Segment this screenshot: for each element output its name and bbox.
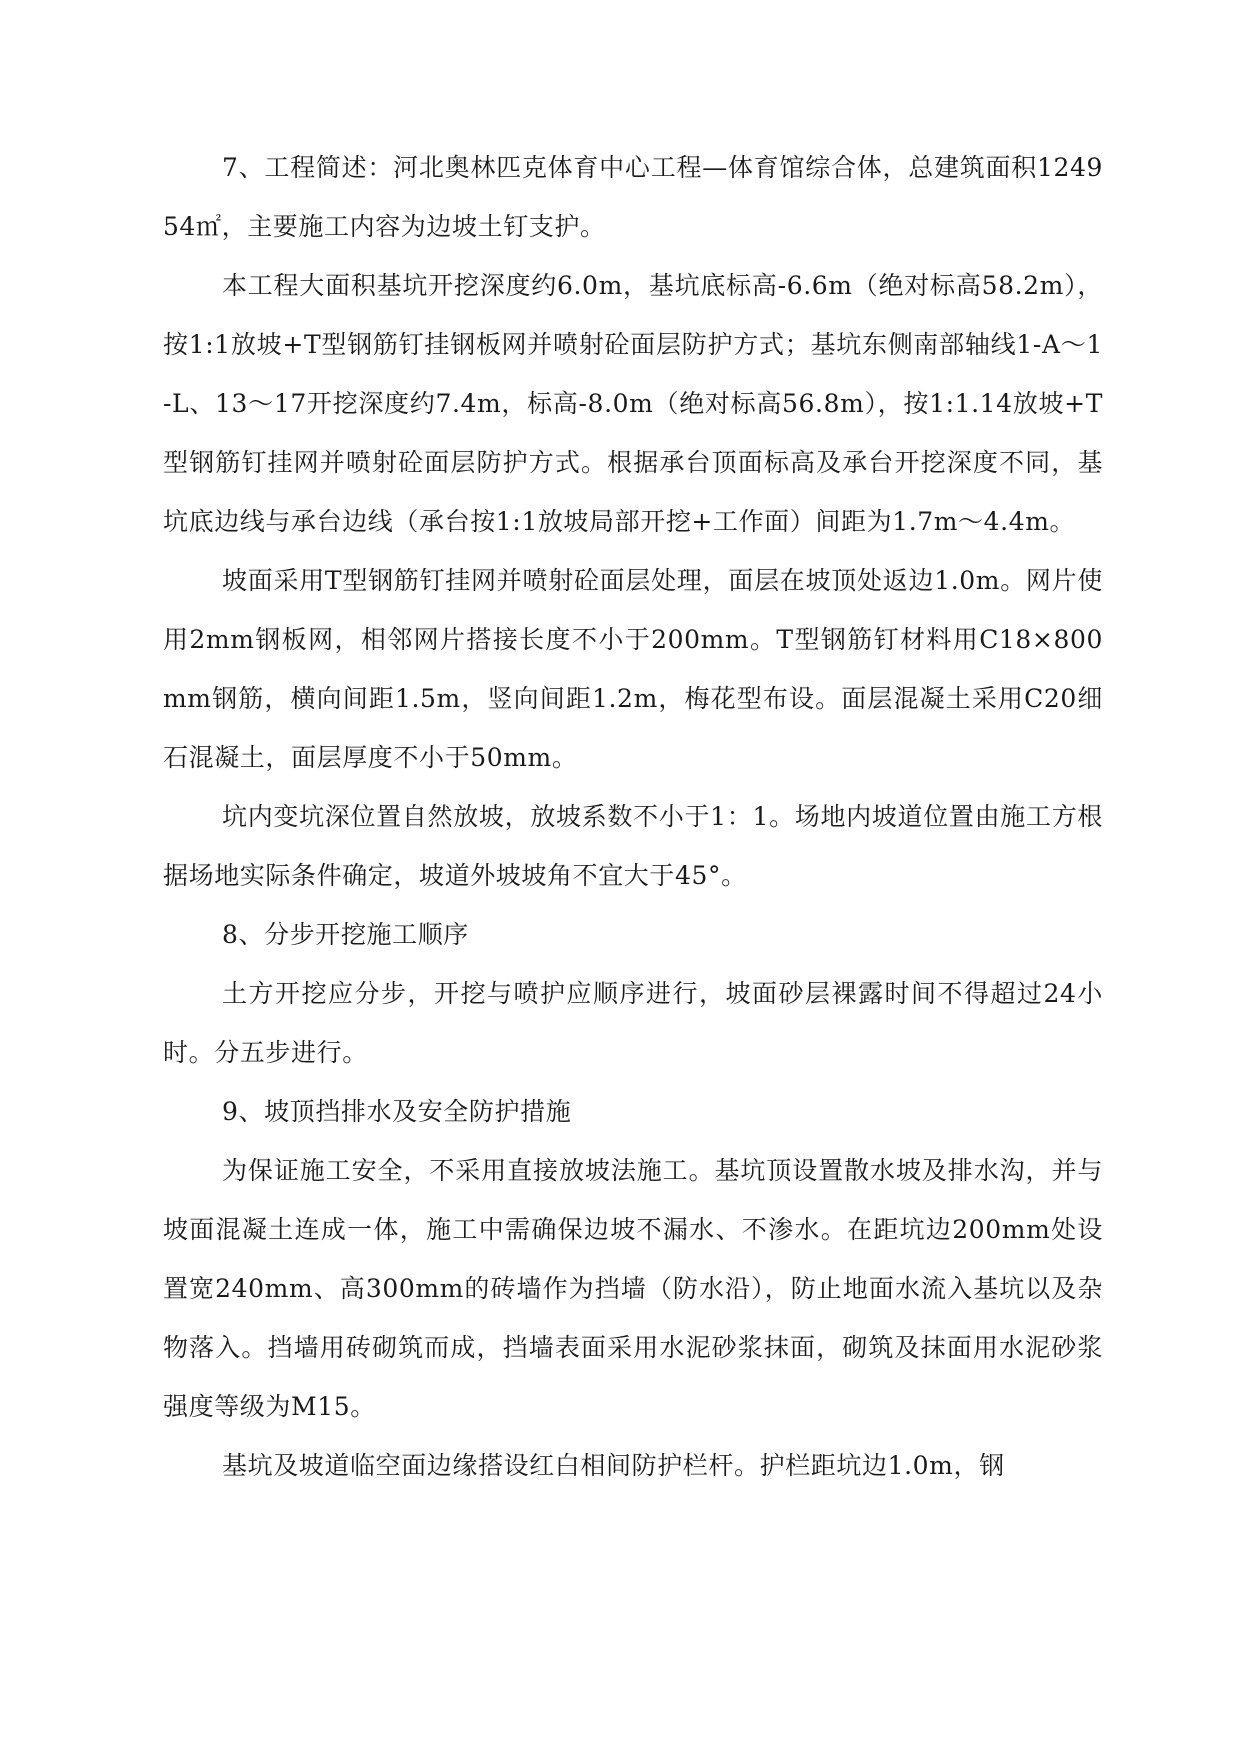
paragraph-natural-slope: 坑内变坑深位置自然放坡，放坡系数不小于1：1。场地内坡道位置由施工方根据场地实际条件确定，坡道外坡坡角不宜大于45°。 [163,802,1103,890]
heading-drainage-safety: 9、坡顶挡排水及安全防护措施 [222,1097,572,1126]
paragraph-guardrail: 基坑及坡道临空面边缘搭设红白相间防护栏杆。护栏距坑边1.0m，钢 [222,1451,1005,1480]
heading-stepwise-excavation: 8、分步开挖施工顺序 [222,920,469,949]
paragraph-drainage-wall: 为保证施工安全，不采用直接放坡法施工。基坑顶设置散水坡及排水沟，并与坡面混凝土连成一体，施工中需确保边坡不漏水、不渗水。在距坑边200mm处设置宽240mm、高300mm的砖墙作为挡墙（防水沿），防止地面水流入基坑以及杂物落入。挡墙用砖砌筑而成，挡墙表面采用水泥砂浆抹面，砌筑及抹面用水泥砂浆强度等级为M15。 [163,1156,1103,1421]
paragraph-project-overview: 7、工程简述：河北奥林匹克体育中心工程—体育馆综合体，总建筑面积124954㎡，主要施工内容为边坡土钉支护。 [163,153,1103,241]
paragraph-excavation-depth: 本工程大面积基坑开挖深度约6.0m，基坑底标高-6.6m（绝对标高58.2m），按1:1放坡+T型钢筋钉挂钢板网并喷射砼面层防护方式；基坑东侧南部轴线1-A～1-L、13～17开挖深度约7.4m，标高-8.0m（绝对标高56.8m），按1:1.14放坡+T型钢筋钉挂网并喷射砼面层防护方式。根据承台顶面标高及承台开挖深度不同，基坑底边线与承台边线（承台按1:1放坡局部开挖+工作面）间距为1.7m～4.4m。 [163,271,1103,536]
paragraph-slope-surface: 坡面采用T型钢筋钉挂网并喷射砼面层处理，面层在坡顶处返边1.0m。网片使用2mm钢板网，相邻网片搭接长度不小于200mm。T型钢筋钉材料用C18×800mm钢筋，横向间距1.5m，竖向间距1.2m，梅花型布设。面层混凝土采用C20细石混凝土，面层厚度不小于50mm。 [163,566,1103,772]
document-body [163,138,1103,1495]
paragraph-excavation-steps: 土方开挖应分步，开挖与喷护应顺序进行，坡面砂层裸露时间不得超过24小时。分五步进行。 [163,979,1103,1067]
